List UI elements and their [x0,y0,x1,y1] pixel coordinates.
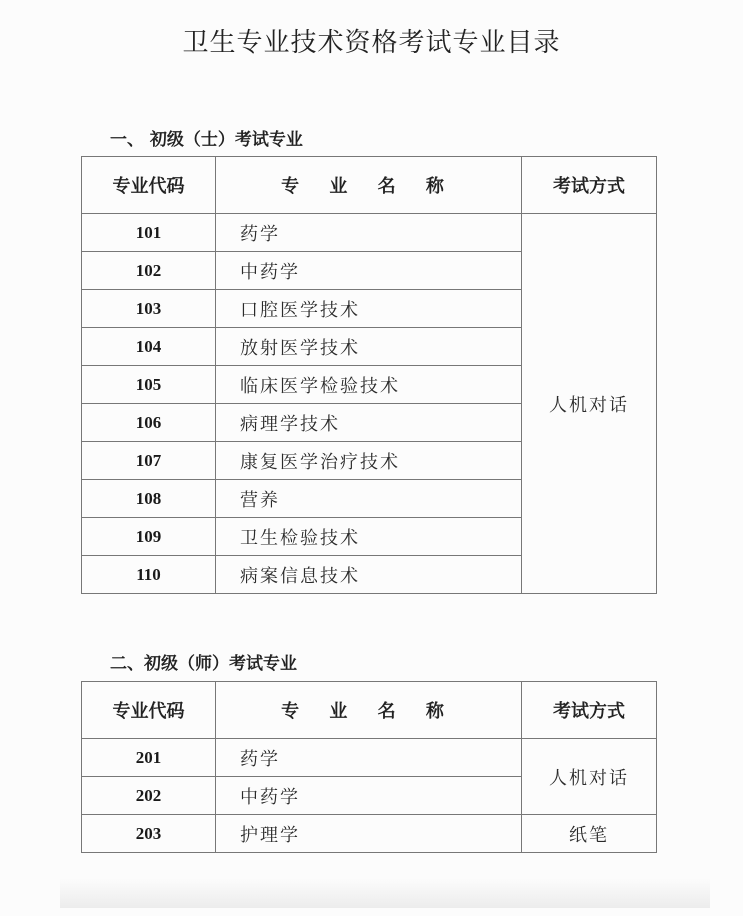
specialty-code: 103 [82,290,216,328]
specialty-code: 107 [82,442,216,480]
table-row [82,214,657,252]
section-heading-junior-shi-practitioner: 二、初级（师）考试专业 [110,654,297,674]
specialty-name: 卫生检验技术 [216,518,522,556]
table-header-row [82,157,657,214]
table-row [82,739,657,777]
exam-method: 人机对话 [522,739,657,815]
specialty-code: 108 [82,480,216,518]
specialty-code: 203 [82,815,216,853]
specialty-code: 105 [82,366,216,404]
specialty-name: 病理学技术 [216,404,522,442]
specialty-name: 放射医学技术 [216,328,522,366]
specialty-name: 康复医学治疗技术 [216,442,522,480]
specialty-name: 中药学 [216,777,522,815]
header-name: 专 业 名 称 [216,157,522,214]
specialty-code: 101 [82,214,216,252]
specialty-code: 202 [82,777,216,815]
specialty-name: 病案信息技术 [216,556,522,594]
specialty-code: 201 [82,739,216,777]
exam-method: 纸笔 [522,815,657,853]
specialty-name: 中药学 [216,252,522,290]
specialty-code: 104 [82,328,216,366]
specialty-name: 临床医学检验技术 [216,366,522,404]
specialty-name: 口腔医学技术 [216,290,522,328]
exam-method: 人机对话 [522,214,657,594]
specialty-name: 护理学 [216,815,522,853]
table-row [82,815,657,853]
table-header-row [82,682,657,739]
specialty-name: 营养 [216,480,522,518]
header-method: 考试方式 [522,157,657,214]
header-method: 考试方式 [522,682,657,739]
header-code: 专业代码 [82,157,216,214]
scan-artifact [60,878,710,908]
specialty-code: 110 [82,556,216,594]
specialty-name: 药学 [216,214,522,252]
specialty-code: 109 [82,518,216,556]
specialty-name: 药学 [216,739,522,777]
specialty-code: 106 [82,404,216,442]
specialty-code: 102 [82,252,216,290]
header-name: 专 业 名 称 [216,682,522,739]
page-title: 卫生专业技术资格考试专业目录 [182,28,561,58]
exam-table-junior-shi-practitioner [81,681,657,853]
exam-table-junior-shi [81,156,657,594]
section-heading-junior-shi: 一、 初级（士）考试专业 [110,130,303,150]
header-code: 专业代码 [82,682,216,739]
